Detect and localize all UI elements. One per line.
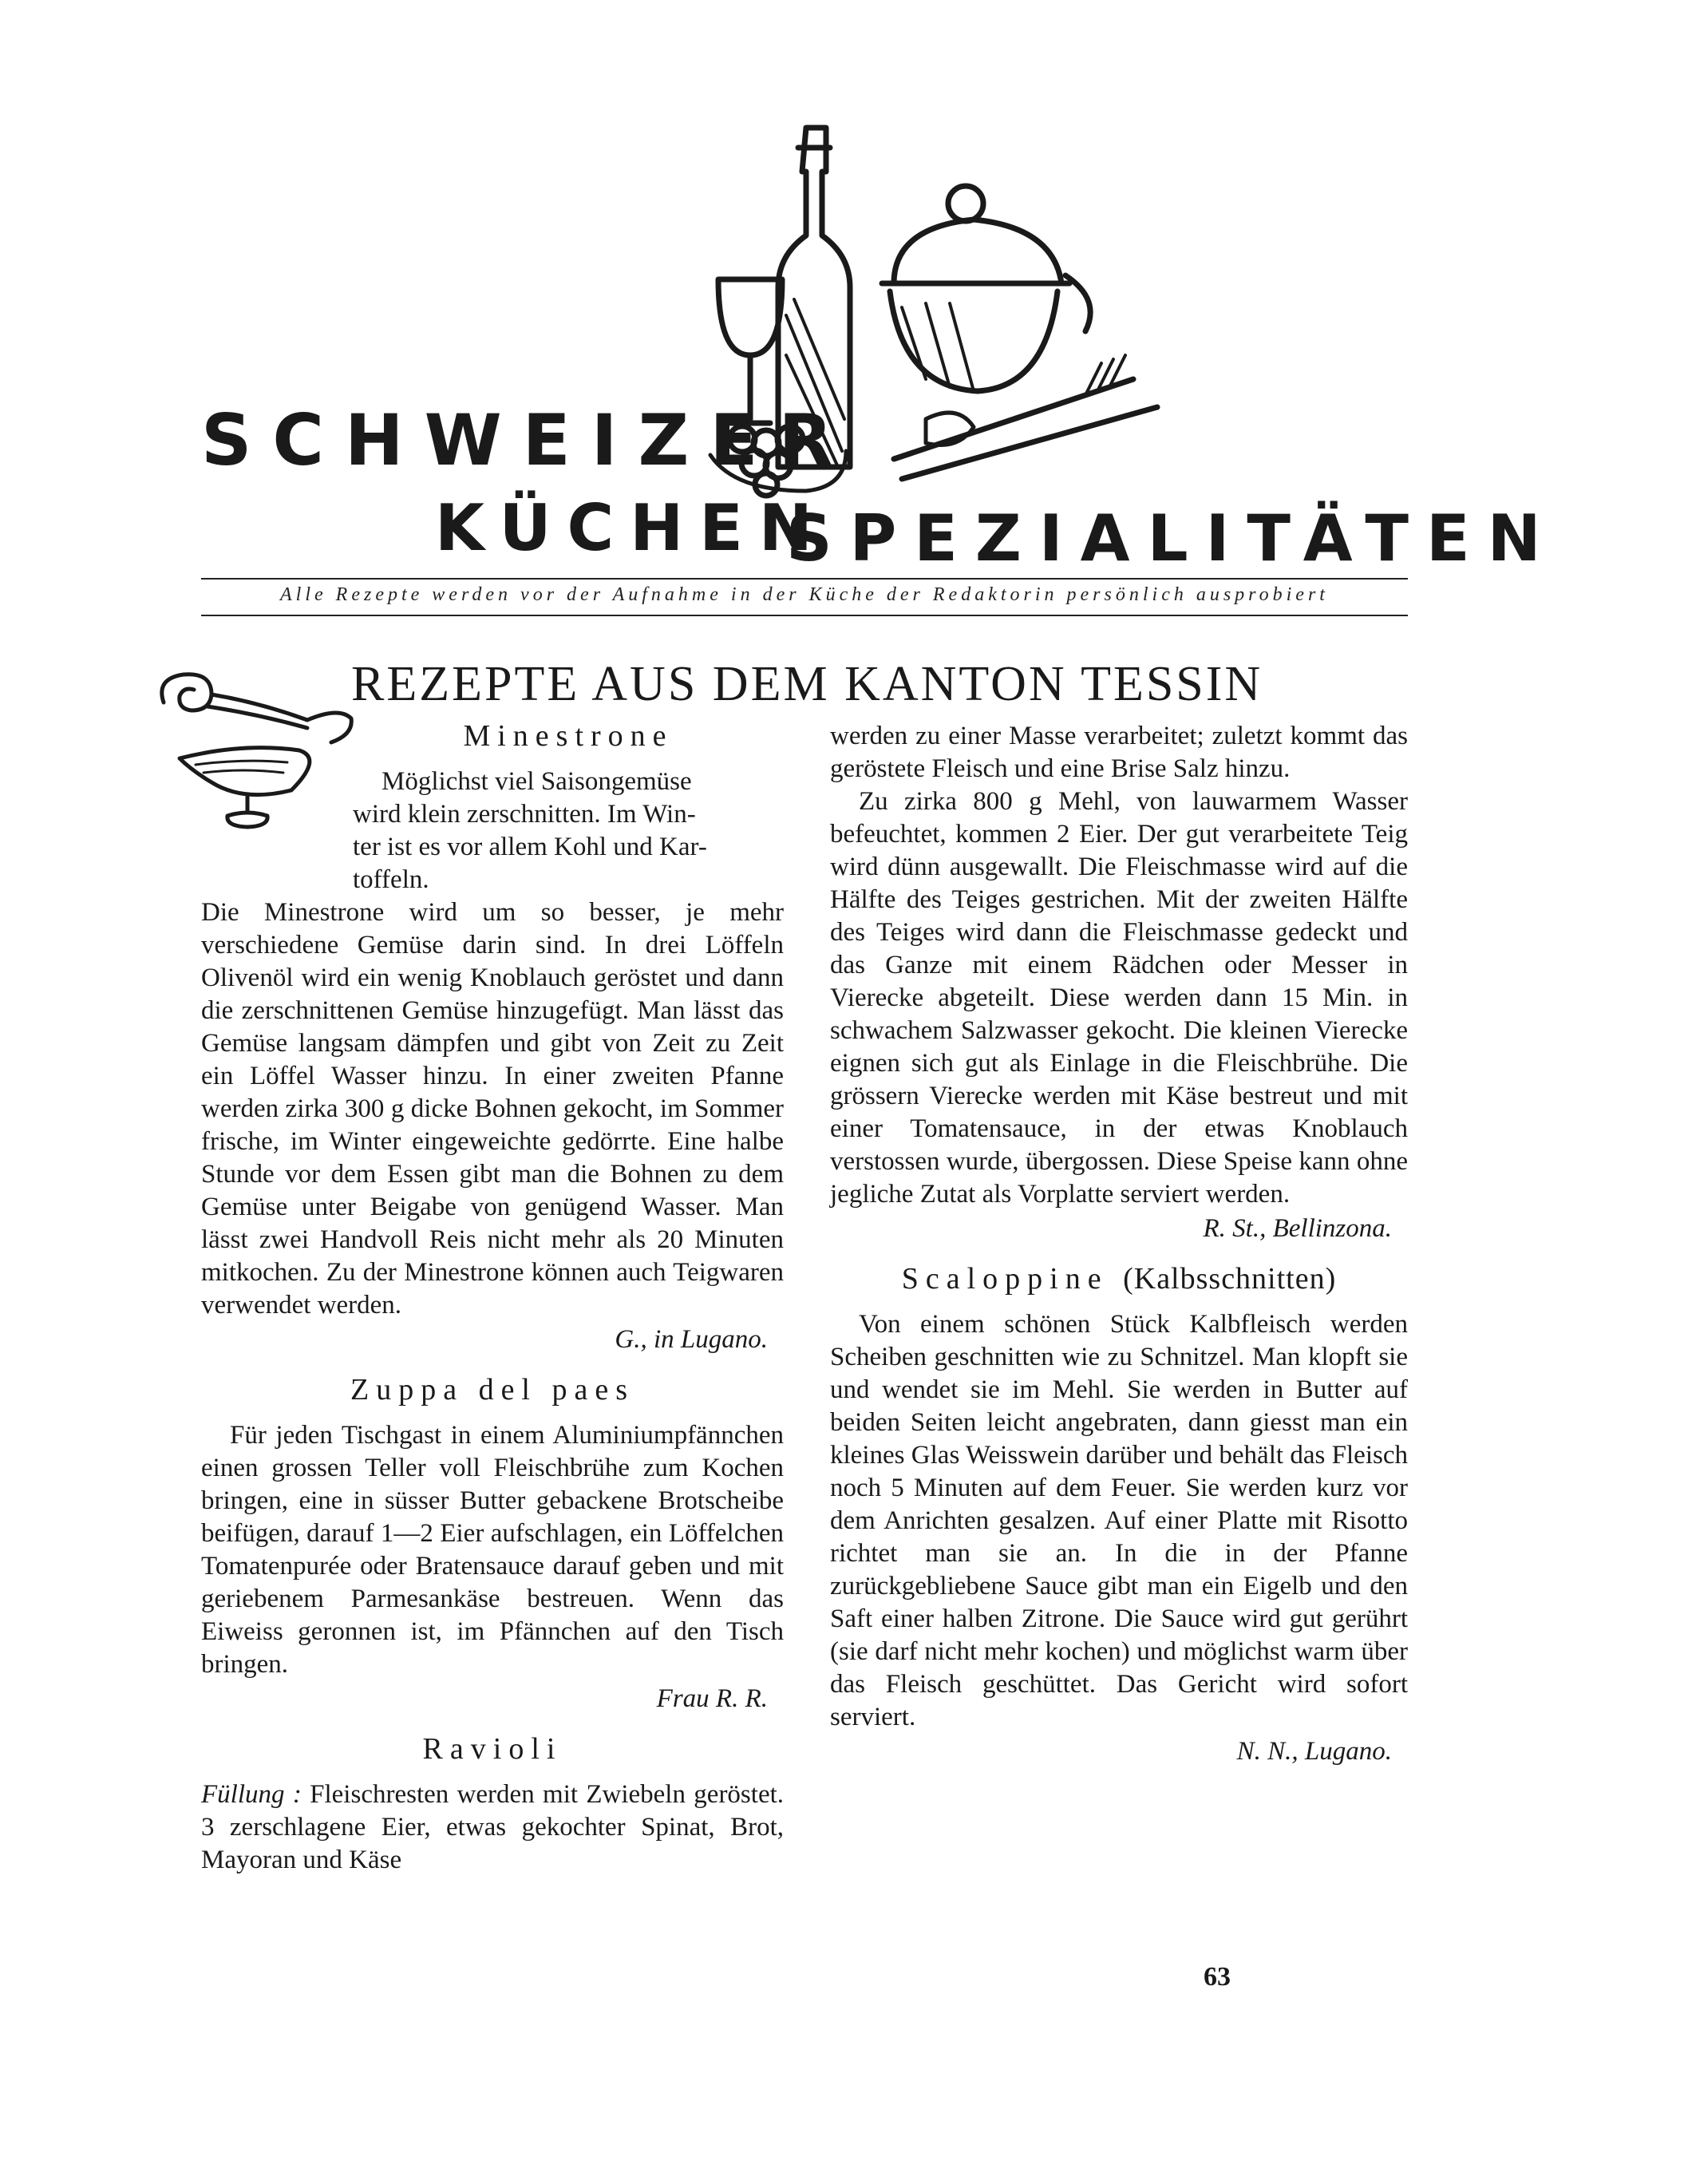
scaloppine-subtitle: (Kalbsschnitten) [1123, 1262, 1337, 1296]
ravioli-author: R. St., Bellinzona. [1203, 1214, 1392, 1243]
masthead-title-line2: KÜCHEN [435, 491, 828, 565]
zuppa-body: Für jeden Tischgast in einem Aluminiumpfännchen einen grossen Teller voll Fleischbrühe zum Kochen bringen, eine in süsser Butter gebackene Brotscheibe beifügen, darauf 1—2 Eier aufschlagen, ein Löffelchen Tomatenpurée oder Bratensauce darauf geben und mit geriebenem Parmesankäse bestreuen. Wenn das Eiweiss geronnen ist, im Pfännchen auf den Tisch bringen. [201, 1421, 784, 1679]
minestrone-body: Die Minestrone wird um so besser, je mehr verschiedene Gemüse darin sind. In drei Löffeln Olivenöl wird ein wenig Knoblauch geröstet und dann die zerschnittenen Gemüse hinzugefügt. Man lässt das Gemüse langsam dämpfen und gibt von Zeit zu Zeit ein Löffel Wasser hinzu. In einer zweiten Pfanne werden zirka 300 g dicke Bohnen gekocht, im Sommer frische, im Winter eingeweichte gedörrte. Eine halbe Stunde vor dem Essen gibt man die Bohnen zu dem Gemüse unter Beigabe von genügend Wasser. Man lässt zwei Handvoll Reis nicht mehr als 20 Minuten mitkochen. Zu der Minestrone können auch Teigwaren verwendet werden. [201, 898, 784, 1320]
ravioli-fuellung-label: Füllung : [201, 1780, 302, 1809]
page-number: 63 [1204, 1962, 1231, 1992]
masthead-title-line1: SCHWEIZER [201, 399, 854, 481]
minestrone-author: G., in Lugano. [615, 1325, 768, 1354]
minestrone-line-2: wird klein zerschnitten. Im Win- [353, 800, 696, 829]
ravioli-title: Ravioli [422, 1732, 563, 1766]
minestrone-line-1: Möglichst viel Saisongemüse [381, 767, 692, 796]
scaloppine-heading [830, 1263, 1408, 1296]
minestrone-line-3: ter ist es vor allem Kohl und Kar- [353, 833, 707, 861]
scaloppine-author: N. N., Lugano. [1236, 1737, 1392, 1766]
minestrone-title: Minestrone [463, 719, 674, 753]
masthead-rule-bottom [201, 615, 1408, 616]
zuppa-author: Frau R. R. [656, 1684, 768, 1713]
scaloppine-body: Von einem schönen Stück Kalbfleisch werden Scheiben geschnitten wie zu Schnitzel. Man klopft sie und wendet sie im Mehl. Sie werden in Butter auf beiden Seiten leicht angebraten, dann giesst man ein kleines Glas Weisswein darüber und behält das Fleisch noch 5 Minuten auf dem Feuer. Sie werden kurz vor dem Anrichten gesalzen. Auf einer Platte mit Risotto richtet man sie an. In die in der Pfanne zurückgebliebene Sauce gibt man ein Eigelb und den Saft einer halben Zitrone. Die Sauce wird gut gerührt (sie darf nicht mehr kochen) und möglichst warm über das Fleisch geschüttet. Das Gericht wird sofort serviert. [830, 1310, 1408, 1731]
ravioli-body-2: Zu zirka 800 g Mehl, von lauwarmem Wasser befeuchtet, kommen 2 Eier. Der gut verarbeitete Teig wird dünn ausgewallt. Die Fleischmasse wird auf die Hälfte des Teiges gestrichen. Mit der zweiten Hälfte des Teiges wird dann die Fleischmasse gedeckt und das Ganze mit einem Rädchen oder Messer in Vierecke abgeteilt. Diese werden dann 15 Min. in schwachem Salzwasser gekocht. Die kleinen Vierecke eignen sich gut als Einlage in die Fleischbrühe. Die grössern Vierecke werden mit Käse bestreut und mit einer Tomatensauce, in der etwas Knoblauch verstossen wurde, übergossen. Diese Speise kann ohne jegliche Zutat als Vorplatte serviert werden. [830, 787, 1408, 1209]
masthead-title-line3: SPEZIALITÄTEN [786, 501, 1559, 576]
ravioli-body-start: Fleischresten werden mit Zwiebeln geröstet. 3 zerschlagene Eier, etwas gekochter Spinat, Brot, Mayoran und Käse [201, 1780, 785, 1874]
scaloppine-title: Scaloppine [901, 1262, 1109, 1296]
article-title: REZEPTE AUS DEM KANTON TESSIN [351, 657, 1263, 711]
right-column [830, 720, 1408, 1786]
ravioli-body-continued: werden zu einer Masse verarbeitet; zuletzt kommt das geröstete Fleisch und eine Brise Salz hinzu. [830, 722, 1408, 783]
masthead-rule-top [201, 578, 1408, 580]
left-column [201, 720, 784, 1877]
minestrone-line-4: toffeln. [353, 865, 429, 894]
masthead-tagline: Alle Rezepte werden vor der Aufnahme in der Küche der Redaktorin persönlich ausprobiert [280, 584, 1329, 605]
zuppa-title: Zuppa del paes [350, 1373, 635, 1407]
